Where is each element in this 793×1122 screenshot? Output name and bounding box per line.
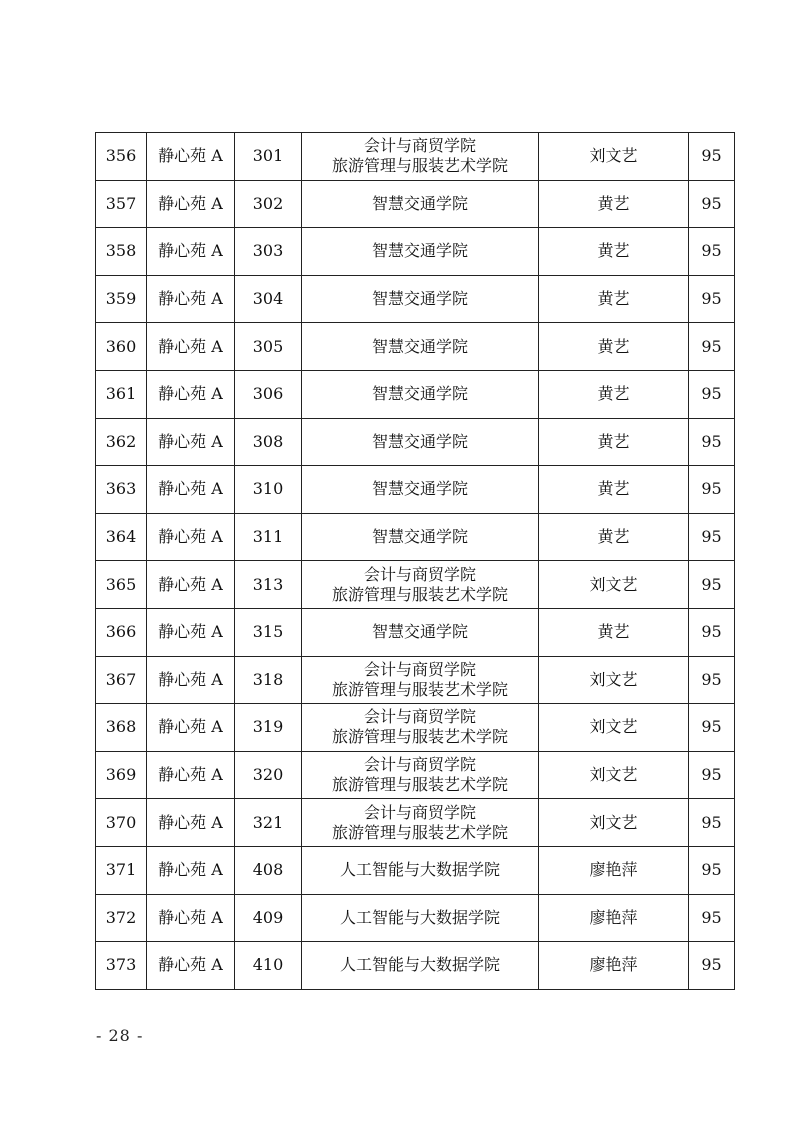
table-row bbox=[96, 751, 735, 799]
row-number-cell: 372 bbox=[96, 894, 147, 942]
building-cell: 静心苑 A bbox=[147, 561, 235, 609]
score-cell: 95 bbox=[689, 942, 735, 990]
score-cell: 95 bbox=[689, 466, 735, 514]
advisor-cell: 黄艺 bbox=[539, 228, 689, 276]
room-cell: 303 bbox=[235, 228, 302, 276]
score-cell: 95 bbox=[689, 133, 735, 181]
advisor-cell: 黄艺 bbox=[539, 370, 689, 418]
building-cell: 静心苑 A bbox=[147, 894, 235, 942]
advisor-cell: 刘文艺 bbox=[539, 704, 689, 752]
building-cell: 静心苑 A bbox=[147, 704, 235, 752]
row-number-cell: 370 bbox=[96, 799, 147, 847]
college-cell bbox=[302, 608, 539, 656]
building-cell: 静心苑 A bbox=[147, 180, 235, 228]
room-cell: 308 bbox=[235, 418, 302, 466]
table-row bbox=[96, 942, 735, 990]
college-name: 智慧交通学院 bbox=[371, 431, 468, 451]
table-row bbox=[96, 466, 735, 514]
room-cell: 410 bbox=[235, 942, 302, 990]
dormitory-score-table bbox=[95, 132, 735, 990]
college-name: 会计与商贸学院 bbox=[363, 802, 476, 822]
college-name: 旅游管理与服装艺术学院 bbox=[331, 822, 508, 842]
table-row bbox=[96, 608, 735, 656]
row-number-cell: 359 bbox=[96, 275, 147, 323]
building-cell: 静心苑 A bbox=[147, 942, 235, 990]
college-cell bbox=[302, 561, 539, 609]
row-number-cell: 366 bbox=[96, 608, 147, 656]
college-cell bbox=[302, 942, 539, 990]
college-name: 旅游管理与服装艺术学院 bbox=[331, 775, 508, 795]
college-name: 智慧交通学院 bbox=[371, 384, 468, 404]
college-name: 智慧交通学院 bbox=[371, 241, 468, 261]
college-name: 智慧交通学院 bbox=[371, 336, 468, 356]
row-number-cell: 361 bbox=[96, 370, 147, 418]
building-cell: 静心苑 A bbox=[147, 608, 235, 656]
table-row bbox=[96, 418, 735, 466]
college-cell bbox=[302, 894, 539, 942]
advisor-cell: 刘文艺 bbox=[539, 751, 689, 799]
score-cell: 95 bbox=[689, 228, 735, 276]
room-cell: 310 bbox=[235, 466, 302, 514]
score-cell: 95 bbox=[689, 894, 735, 942]
room-cell: 313 bbox=[235, 561, 302, 609]
college-name: 旅游管理与服装艺术学院 bbox=[331, 584, 508, 604]
row-number-cell: 368 bbox=[96, 704, 147, 752]
building-cell: 静心苑 A bbox=[147, 751, 235, 799]
advisor-cell: 刘文艺 bbox=[539, 656, 689, 704]
table-row bbox=[96, 133, 735, 181]
building-cell: 静心苑 A bbox=[147, 846, 235, 894]
score-cell: 95 bbox=[689, 513, 735, 561]
table-row bbox=[96, 370, 735, 418]
college-cell bbox=[302, 846, 539, 894]
page-number: - 28 - bbox=[96, 1026, 144, 1045]
row-number-cell: 358 bbox=[96, 228, 147, 276]
row-number-cell: 356 bbox=[96, 133, 147, 181]
advisor-cell: 黄艺 bbox=[539, 323, 689, 371]
college-name: 会计与商贸学院 bbox=[363, 755, 476, 775]
college-cell bbox=[302, 323, 539, 371]
room-cell: 408 bbox=[235, 846, 302, 894]
advisor-cell: 廖艳萍 bbox=[539, 894, 689, 942]
table-row bbox=[96, 561, 735, 609]
table-row bbox=[96, 228, 735, 276]
advisor-cell: 黄艺 bbox=[539, 180, 689, 228]
score-cell: 95 bbox=[689, 799, 735, 847]
score-cell: 95 bbox=[689, 751, 735, 799]
room-cell: 305 bbox=[235, 323, 302, 371]
advisor-cell: 刘文艺 bbox=[539, 133, 689, 181]
advisor-cell: 黄艺 bbox=[539, 608, 689, 656]
college-name: 智慧交通学院 bbox=[371, 479, 468, 499]
college-cell bbox=[302, 656, 539, 704]
advisor-cell: 廖艳萍 bbox=[539, 846, 689, 894]
college-name: 会计与商贸学院 bbox=[363, 136, 476, 156]
room-cell: 321 bbox=[235, 799, 302, 847]
table-row bbox=[96, 275, 735, 323]
college-name: 人工智能与大数据学院 bbox=[339, 907, 500, 927]
room-cell: 304 bbox=[235, 275, 302, 323]
table-row bbox=[96, 894, 735, 942]
table-row bbox=[96, 323, 735, 371]
college-cell bbox=[302, 180, 539, 228]
row-number-cell: 360 bbox=[96, 323, 147, 371]
score-cell: 95 bbox=[689, 418, 735, 466]
table-row bbox=[96, 846, 735, 894]
row-number-cell: 363 bbox=[96, 466, 147, 514]
room-cell: 306 bbox=[235, 370, 302, 418]
college-name: 会计与商贸学院 bbox=[363, 707, 476, 727]
building-cell: 静心苑 A bbox=[147, 466, 235, 514]
advisor-cell: 黄艺 bbox=[539, 466, 689, 514]
building-cell: 静心苑 A bbox=[147, 513, 235, 561]
advisor-cell: 廖艳萍 bbox=[539, 942, 689, 990]
advisor-cell: 刘文艺 bbox=[539, 561, 689, 609]
building-cell: 静心苑 A bbox=[147, 275, 235, 323]
building-cell: 静心苑 A bbox=[147, 133, 235, 181]
college-name: 旅游管理与服装艺术学院 bbox=[331, 679, 508, 699]
college-cell bbox=[302, 799, 539, 847]
table-body bbox=[96, 133, 735, 990]
building-cell: 静心苑 A bbox=[147, 228, 235, 276]
score-cell: 95 bbox=[689, 704, 735, 752]
row-number-cell: 357 bbox=[96, 180, 147, 228]
college-name: 会计与商贸学院 bbox=[363, 564, 476, 584]
room-cell: 315 bbox=[235, 608, 302, 656]
college-name: 会计与商贸学院 bbox=[363, 659, 476, 679]
room-cell: 302 bbox=[235, 180, 302, 228]
college-cell bbox=[302, 275, 539, 323]
room-cell: 319 bbox=[235, 704, 302, 752]
college-name: 人工智能与大数据学院 bbox=[339, 860, 500, 880]
building-cell: 静心苑 A bbox=[147, 418, 235, 466]
college-name: 智慧交通学院 bbox=[371, 289, 468, 309]
advisor-cell: 黄艺 bbox=[539, 418, 689, 466]
score-cell: 95 bbox=[689, 561, 735, 609]
row-number-cell: 369 bbox=[96, 751, 147, 799]
room-cell: 318 bbox=[235, 656, 302, 704]
advisor-cell: 刘文艺 bbox=[539, 799, 689, 847]
row-number-cell: 371 bbox=[96, 846, 147, 894]
table-row bbox=[96, 799, 735, 847]
score-cell: 95 bbox=[689, 180, 735, 228]
college-name: 旅游管理与服装艺术学院 bbox=[331, 727, 508, 747]
score-cell: 95 bbox=[689, 846, 735, 894]
table-row bbox=[96, 180, 735, 228]
building-cell: 静心苑 A bbox=[147, 799, 235, 847]
score-cell: 95 bbox=[689, 370, 735, 418]
room-cell: 311 bbox=[235, 513, 302, 561]
college-cell bbox=[302, 466, 539, 514]
score-cell: 95 bbox=[689, 323, 735, 371]
college-cell bbox=[302, 704, 539, 752]
score-cell: 95 bbox=[689, 656, 735, 704]
room-cell: 320 bbox=[235, 751, 302, 799]
row-number-cell: 362 bbox=[96, 418, 147, 466]
advisor-cell: 黄艺 bbox=[539, 513, 689, 561]
college-cell bbox=[302, 751, 539, 799]
room-cell: 409 bbox=[235, 894, 302, 942]
college-name: 智慧交通学院 bbox=[371, 193, 468, 213]
table-row bbox=[96, 656, 735, 704]
building-cell: 静心苑 A bbox=[147, 323, 235, 371]
college-name: 人工智能与大数据学院 bbox=[339, 955, 500, 975]
college-name: 智慧交通学院 bbox=[371, 622, 468, 642]
college-name: 旅游管理与服装艺术学院 bbox=[331, 156, 508, 176]
college-cell bbox=[302, 133, 539, 181]
row-number-cell: 373 bbox=[96, 942, 147, 990]
score-cell: 95 bbox=[689, 608, 735, 656]
row-number-cell: 365 bbox=[96, 561, 147, 609]
row-number-cell: 364 bbox=[96, 513, 147, 561]
score-cell: 95 bbox=[689, 275, 735, 323]
table-row bbox=[96, 513, 735, 561]
college-cell bbox=[302, 228, 539, 276]
table-row bbox=[96, 704, 735, 752]
college-cell bbox=[302, 370, 539, 418]
building-cell: 静心苑 A bbox=[147, 370, 235, 418]
college-name: 智慧交通学院 bbox=[371, 527, 468, 547]
row-number-cell: 367 bbox=[96, 656, 147, 704]
room-cell: 301 bbox=[235, 133, 302, 181]
building-cell: 静心苑 A bbox=[147, 656, 235, 704]
advisor-cell: 黄艺 bbox=[539, 275, 689, 323]
college-cell bbox=[302, 418, 539, 466]
college-cell bbox=[302, 513, 539, 561]
